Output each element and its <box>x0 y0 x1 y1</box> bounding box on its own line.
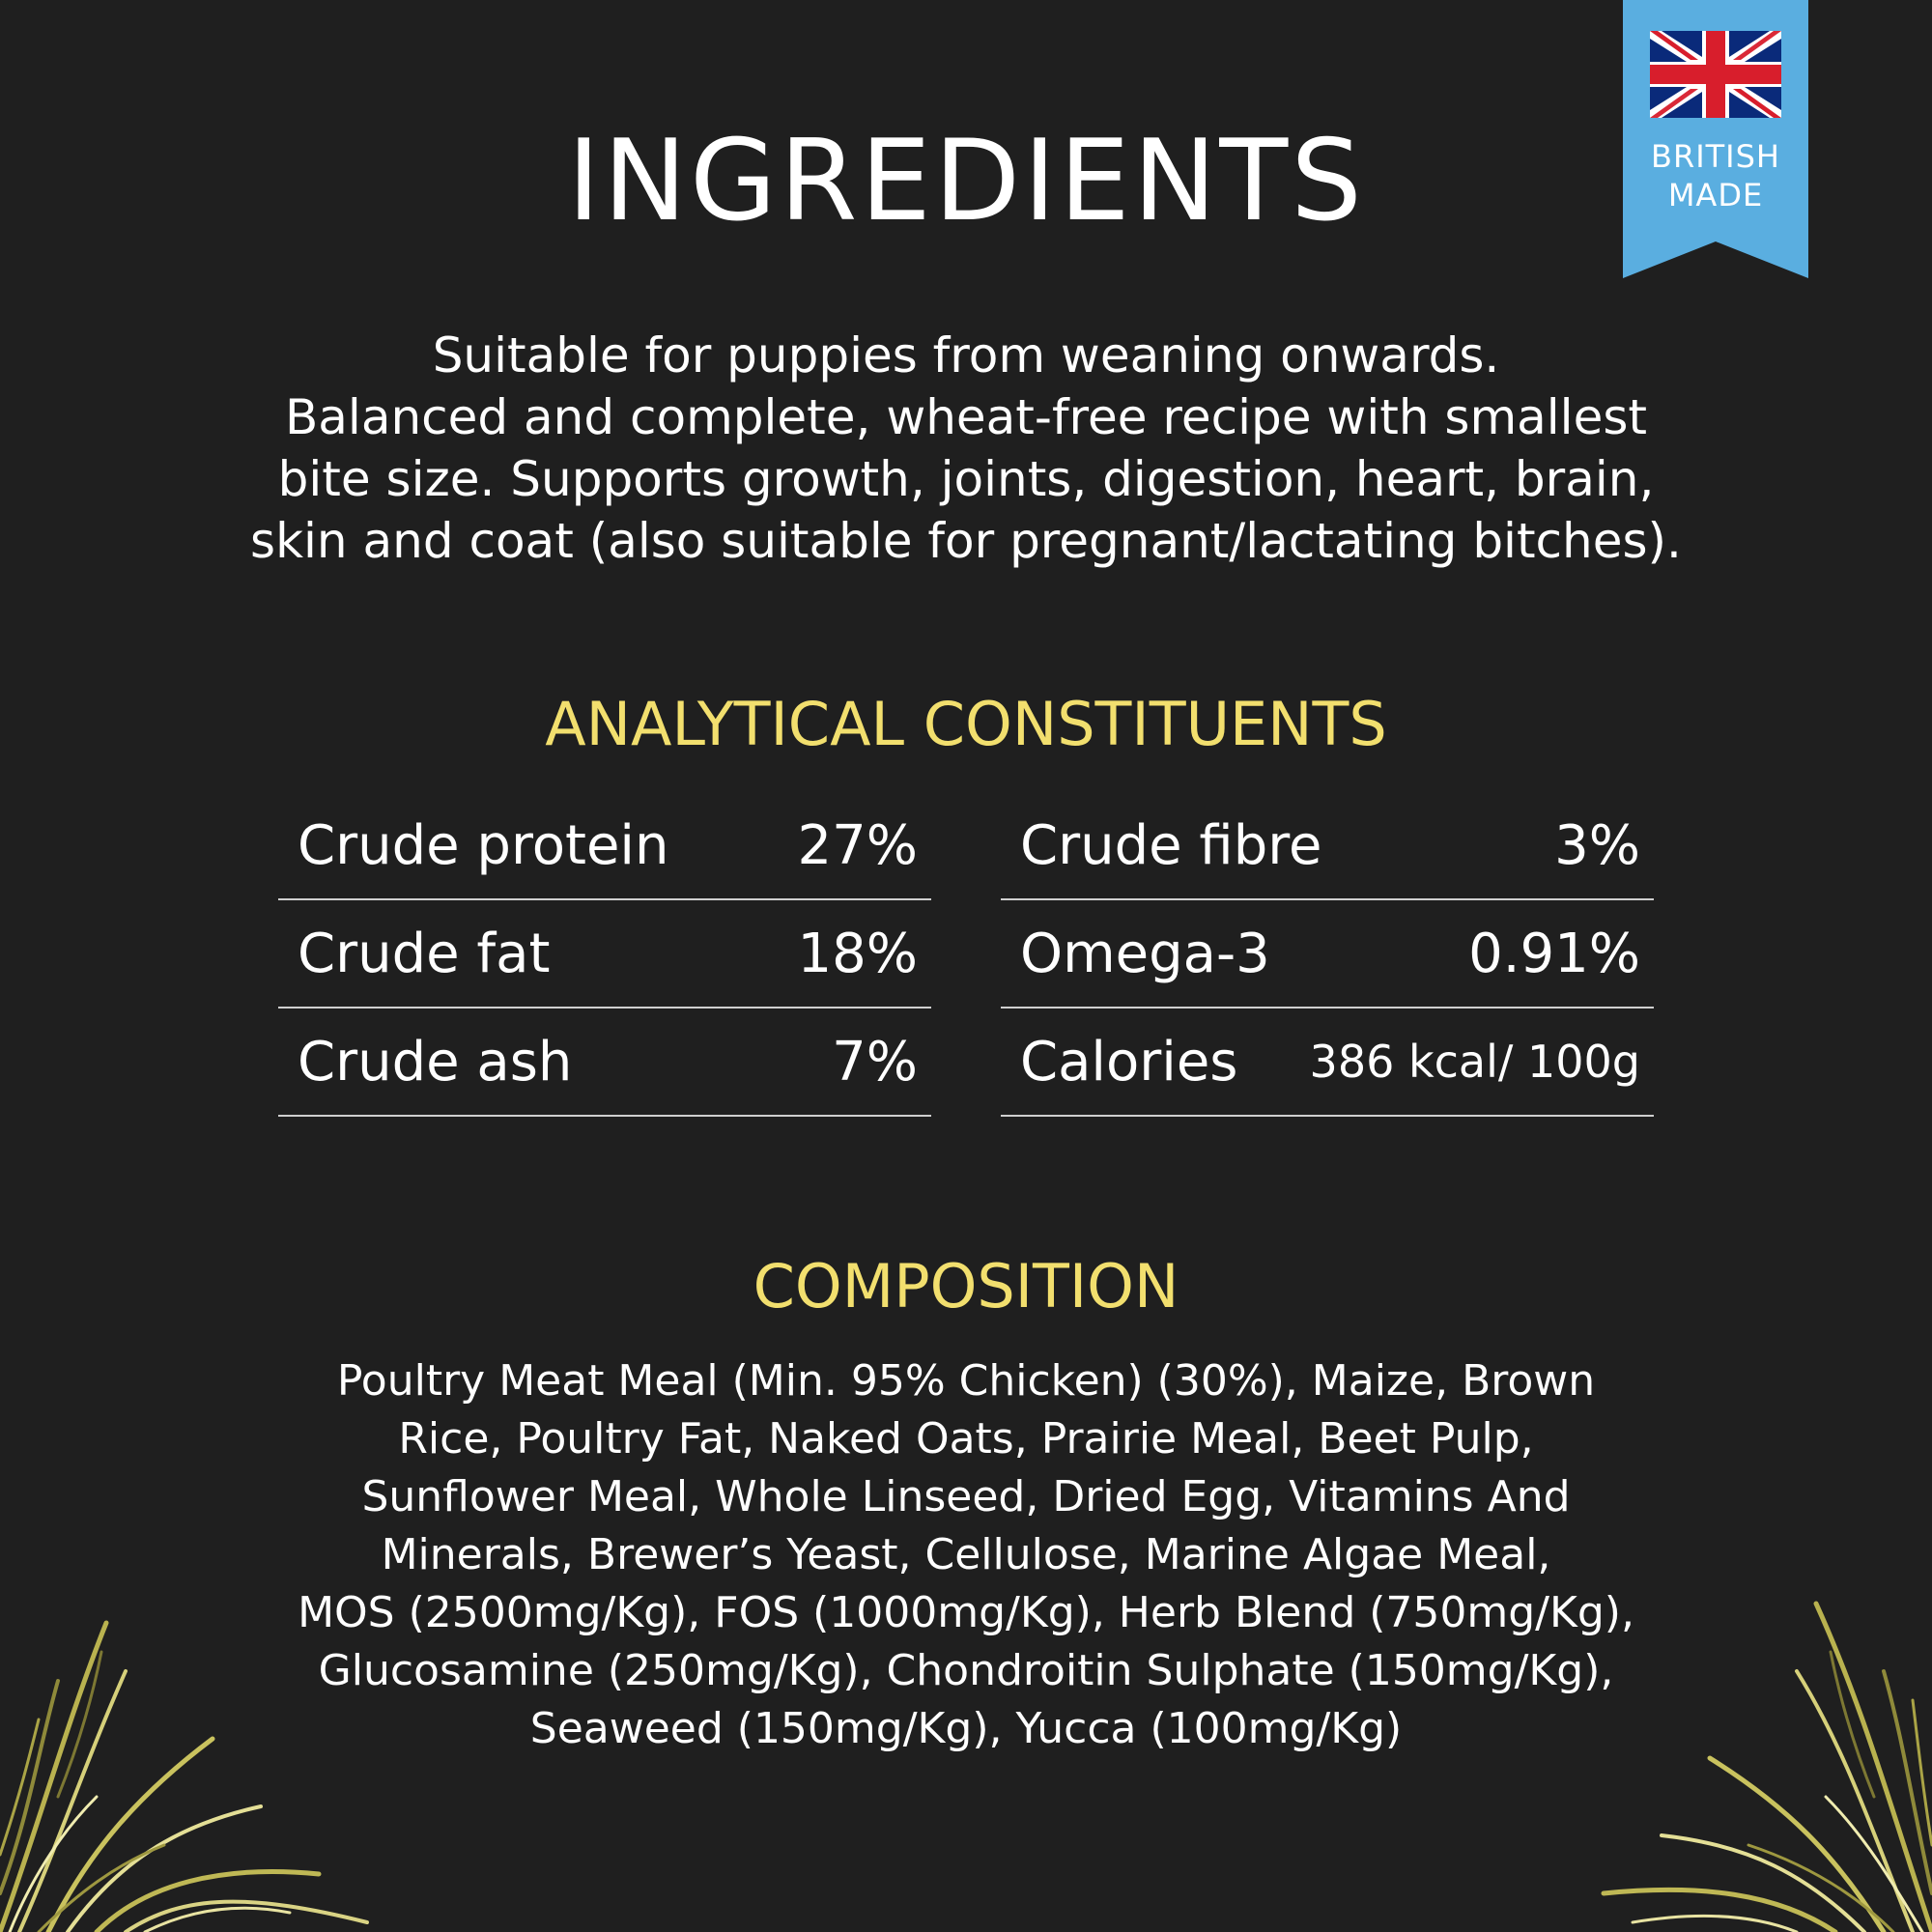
composition-line: Minerals, Brewer’s Yeast, Cellulose, Marine Algae Meal, <box>381 1530 1551 1579</box>
constituent-label: Calories <box>1020 1030 1238 1094</box>
composition-line: Poultry Meat Meal (Min. 95% Chicken) (30%), Maize, Brown <box>336 1356 1596 1406</box>
constituent-label: Crude protein <box>298 813 669 877</box>
composition-heading: COMPOSITION <box>753 1251 1179 1321</box>
analytical-constituents-heading: ANALYTICAL CONSTITUENTS <box>545 689 1387 759</box>
description-line: Suitable for puppies from weaning onwards. <box>432 327 1500 384</box>
badge-label-line-1: BRITISH <box>1651 138 1780 175</box>
constituent-label: Crude fibre <box>1020 813 1322 877</box>
constituent-label: Crude fat <box>298 922 551 985</box>
description-line: Balanced and complete, wheat-free recipe with smallest <box>284 389 1647 445</box>
constituent-row <box>278 1009 931 1117</box>
constituent-row <box>278 792 931 900</box>
constituent-value: 3% <box>1554 813 1640 877</box>
constituent-value: 7% <box>832 1030 918 1094</box>
grass-illustration-icon <box>0 1507 444 1932</box>
composition-line: Glucosamine (250mg/Kg), Chondroitin Sulphate (150mg/Kg), <box>318 1646 1614 1695</box>
composition-line: Rice, Poultry Fat, Naked Oats, Prairie Meal, Beet Pulp, <box>398 1414 1534 1463</box>
constituent-row <box>1001 792 1654 900</box>
constituents-table-right <box>1001 792 1654 1117</box>
composition-line: Sunflower Meal, Whole Linseed, Dried Egg, Vitamins And <box>361 1472 1571 1521</box>
constituent-value: 0.91% <box>1468 922 1640 985</box>
description-line: skin and coat (also suitable for pregnant/lactating bitches). <box>250 513 1682 569</box>
constituents-table-left <box>278 792 931 1117</box>
composition-line: Seaweed (150mg/Kg), Yucca (100mg/Kg) <box>529 1704 1403 1753</box>
union-jack-flag-icon <box>1650 31 1781 118</box>
constituent-row <box>1001 1009 1654 1117</box>
product-description <box>155 325 1777 572</box>
constituent-row <box>278 900 931 1009</box>
constituent-row <box>1001 900 1654 1009</box>
constituent-label: Omega-3 <box>1020 922 1270 985</box>
composition-line: MOS (2500mg/Kg), FOS (1000mg/Kg), Herb Blend (750mg/Kg), <box>298 1588 1634 1637</box>
constituent-value: 18% <box>797 922 918 985</box>
page-title: INGREDIENTS <box>567 116 1365 246</box>
grass-illustration-icon <box>1507 1488 1932 1932</box>
constituent-label: Crude ash <box>298 1030 573 1094</box>
constituent-value: 386 kcal/ 100g <box>1309 1036 1640 1088</box>
description-line: bite size. Supports growth, joints, digestion, heart, brain, <box>277 451 1655 507</box>
badge-label-line-2: MADE <box>1667 177 1764 213</box>
constituent-value: 27% <box>797 813 918 877</box>
